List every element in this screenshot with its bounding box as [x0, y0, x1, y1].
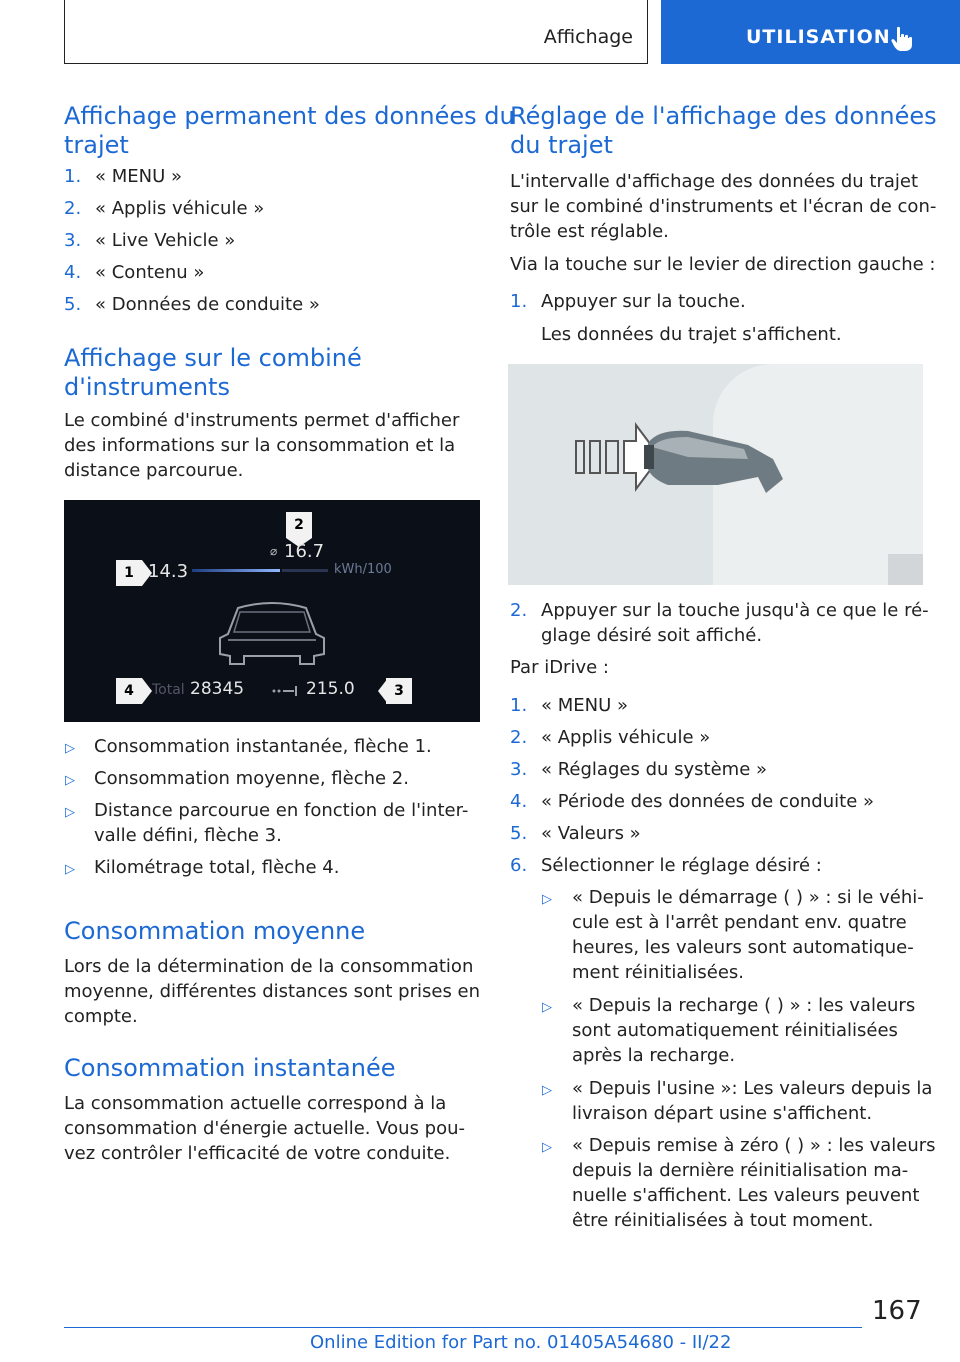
instrument-cluster-figure	[64, 500, 480, 722]
step-text: « Période des données de conduite »	[541, 791, 874, 812]
bullet-triangle-icon: ▷	[542, 1140, 552, 1155]
header-chapter-label: UTILISATION	[746, 26, 891, 48]
step-number: 5.	[64, 294, 82, 315]
step-result: Les données du trajet s'affichent.	[541, 324, 842, 345]
step-number: 2.	[510, 727, 528, 748]
section-heading-cluster: Affichage sur le combiné d'instruments	[64, 344, 362, 401]
step-text: Sélectionner le réglage désiré :	[541, 855, 822, 876]
bullet-text: Consommation instantanée, flèche 1.	[94, 736, 432, 757]
bullet-text: Distance parcourue en fonction de l'inter- valle défini, flèche 3.	[94, 800, 469, 846]
bullet-text: Kilométrage total, flèche 4.	[94, 857, 340, 878]
bullet-triangle-icon: ▷	[65, 741, 75, 756]
bullet-triangle-icon: ▷	[542, 1000, 552, 1015]
total-label: Total	[152, 682, 185, 698]
header-chapter-tab[interactable]	[661, 0, 960, 64]
option-text: « Depuis la recharge ( ) » : les valeurs sont automatiquement réinitialisées après la recharge.	[572, 995, 916, 1066]
step-number: 3.	[510, 759, 528, 780]
consumption-bar-track	[282, 569, 328, 572]
section-heading-setting: Réglage de l'affichage des données du trajet	[510, 102, 937, 159]
step-number: 3.	[64, 230, 82, 251]
consumption-unit: kWh/100	[334, 562, 392, 577]
step-number: 2.	[510, 600, 528, 621]
step-text: « Live Vehicle »	[95, 230, 236, 251]
panel-shadow	[888, 554, 923, 585]
step-text: Appuyer sur la touche jusqu'à ce que le ré- glage désiré soit affiché.	[541, 600, 929, 646]
bullet-triangle-icon: ▷	[65, 805, 75, 820]
average-paragraph: Lors de la détermination de la consommation moyenne, différentes distances sont prises en compte.	[64, 956, 481, 1027]
setting-intro-paragraph: L'intervalle d'affichage des données du trajet sur le combiné d'instruments et l'écran de con- trôle est réglable.	[510, 171, 937, 242]
step-number: 6.	[510, 855, 528, 876]
arrow-badge-3: 3	[386, 678, 412, 704]
total-mileage-value: 28345	[190, 679, 245, 699]
step-text: Appuyer sur la touche.	[541, 291, 746, 312]
step-number: 1.	[64, 166, 82, 187]
step-text: « MENU »	[95, 166, 183, 187]
car-rear-icon	[214, 600, 330, 668]
step-text: « Contenu »	[95, 262, 205, 283]
footer-divider	[64, 1327, 862, 1328]
lever-illustration	[568, 419, 788, 519]
footer-edition: Online Edition for Part no. 01405A54680 - II/22	[310, 1332, 732, 1353]
step-number: 1.	[510, 291, 528, 312]
section-heading-permanent: Affichage permanent des données du trajet	[64, 102, 515, 159]
step-number: 4.	[64, 262, 82, 283]
arrow-badge-2: 2	[286, 512, 312, 538]
trip-icon	[272, 686, 298, 696]
arrow-right-icon	[142, 678, 152, 704]
arrow-badge-1: 1	[116, 560, 142, 586]
cluster-intro-paragraph: Le combiné d'instruments permet d'afficher des informations sur la consommation et la distance parcourue.	[64, 410, 460, 481]
option-text: « Depuis remise à zéro ( ) » : les valeurs depuis la dernière réinitialisation ma- nuelle s'affichent. Les valeurs peuvent être réinitialisées à tout moment.	[572, 1135, 936, 1231]
step-text: « MENU »	[541, 695, 629, 716]
instant-paragraph: La consommation actuelle correspond à la consommation d'énergie actuelle. Vous pou- vez contrôler l'efficacité de votre conduite.	[64, 1093, 466, 1164]
bullet-triangle-icon: ▷	[542, 1083, 552, 1098]
step-text: « Valeurs »	[541, 823, 641, 844]
idrive-intro: Par iDrive :	[510, 657, 609, 678]
step-text: « Applis véhicule »	[95, 198, 265, 219]
instant-consumption-value: 14.3	[148, 561, 189, 582]
step-number: 5.	[510, 823, 528, 844]
step-number: 2.	[64, 198, 82, 219]
step-text: « Données de conduite »	[95, 294, 320, 315]
bullet-triangle-icon: ▷	[65, 773, 75, 788]
bullet-triangle-icon: ▷	[65, 862, 75, 877]
step-text: « Réglages du système »	[541, 759, 768, 780]
hand-pointer-icon	[891, 26, 913, 52]
consumption-bar	[192, 569, 280, 572]
section-heading-instant: Consommation instantanée	[64, 1054, 396, 1082]
header-section-box	[64, 0, 648, 64]
lever-intro: Via la touche sur le levier de direction gauche :	[510, 254, 936, 275]
average-consumption-value: 16.7	[284, 541, 325, 562]
bullet-text: Consommation moyenne, flèche 2.	[94, 768, 409, 789]
step-text: « Applis véhicule »	[541, 727, 711, 748]
average-symbol: ⌀	[270, 544, 278, 558]
section-heading-average: Consommation moyenne	[64, 917, 366, 945]
page-number: 167	[872, 1296, 922, 1326]
bullet-triangle-icon: ▷	[542, 892, 552, 907]
step-number: 4.	[510, 791, 528, 812]
option-text: « Depuis l'usine »: Les valeurs depuis la livraison départ usine s'affichent.	[572, 1078, 933, 1124]
trip-distance-value: 215.0	[306, 679, 355, 699]
step-number: 1.	[510, 695, 528, 716]
header-section-title: Affichage	[543, 26, 633, 48]
arrow-badge-4: 4	[116, 678, 142, 704]
turn-signal-lever-figure	[508, 364, 923, 585]
option-text: « Depuis le démarrage ( ) » : si le véhi- cule est à l'arrêt pendant env. quatre heures, les valeurs sont automatique- ment réinitialisées.	[572, 887, 924, 983]
